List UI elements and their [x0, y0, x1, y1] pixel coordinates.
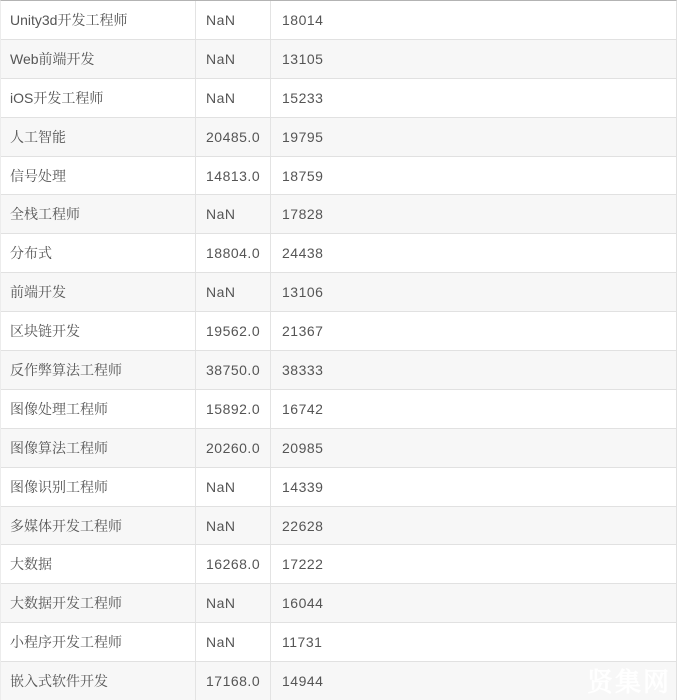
job-title-cell — [1, 390, 196, 428]
value1-cell — [196, 584, 271, 622]
job-title-cell — [1, 507, 196, 545]
value1-text: 15892.0 — [206, 400, 261, 417]
value2-text: 18759 — [282, 167, 324, 184]
job-title-text: iOS开发工程师 — [10, 89, 104, 106]
table-row — [1, 662, 676, 700]
value1-text: 18804.0 — [206, 245, 261, 262]
table-row — [1, 195, 676, 234]
value1-text: 38750.0 — [206, 361, 261, 378]
job-title-text: 大数据 — [10, 556, 52, 573]
job-title-text: 图像识别工程师 — [10, 478, 108, 495]
value2-text: 14944 — [282, 673, 324, 690]
value1-cell — [196, 429, 271, 467]
value1-cell — [196, 234, 271, 272]
value1-cell — [196, 40, 271, 78]
job-title-cell — [1, 157, 196, 195]
value2-text: 13106 — [282, 284, 324, 301]
table-row — [1, 390, 676, 429]
value1-cell — [196, 468, 271, 506]
value2-text: 15233 — [282, 89, 324, 106]
job-title-cell — [1, 1, 196, 39]
value2-cell — [271, 118, 676, 156]
value2-text: 22628 — [282, 517, 324, 534]
job-title-text: 多媒体开发工程师 — [10, 517, 122, 534]
value2-cell — [271, 195, 676, 233]
value2-cell — [271, 312, 676, 350]
value1-cell — [196, 157, 271, 195]
value1-text: NaN — [206, 595, 236, 612]
table-row — [1, 468, 676, 507]
job-title-text: 图像算法工程师 — [10, 439, 108, 456]
table-row — [1, 1, 676, 40]
value2-cell — [271, 429, 676, 467]
table-row — [1, 584, 676, 623]
value1-cell — [196, 545, 271, 583]
value2-cell — [271, 584, 676, 622]
value2-cell — [271, 234, 676, 272]
value2-text: 13105 — [282, 50, 324, 67]
value2-text: 16742 — [282, 400, 324, 417]
job-title-text: 信号处理 — [10, 167, 66, 184]
job-title-cell — [1, 40, 196, 78]
value2-text: 17828 — [282, 206, 324, 223]
value2-cell — [271, 1, 676, 39]
value1-text: NaN — [206, 284, 236, 301]
value2-cell — [271, 390, 676, 428]
job-title-text: 前端开发 — [10, 284, 66, 301]
job-title-cell — [1, 195, 196, 233]
value1-text: NaN — [206, 11, 236, 28]
table-row — [1, 157, 676, 196]
table-row — [1, 234, 676, 273]
job-title-text: 反作弊算法工程师 — [10, 361, 122, 378]
job-title-text: 嵌入式软件开发 — [10, 673, 108, 690]
job-title-cell — [1, 468, 196, 506]
table-row — [1, 351, 676, 390]
table-row — [1, 40, 676, 79]
value2-text: 17222 — [282, 556, 324, 573]
table-row — [1, 118, 676, 157]
value1-cell — [196, 507, 271, 545]
value1-text: 20260.0 — [206, 439, 261, 456]
job-title-cell — [1, 118, 196, 156]
value2-cell — [271, 507, 676, 545]
value2-cell — [271, 662, 676, 700]
value1-text: NaN — [206, 478, 236, 495]
table-body — [1, 1, 676, 700]
job-title-text: 分布式 — [10, 245, 52, 262]
value2-cell — [271, 40, 676, 78]
table-row — [1, 545, 676, 584]
value2-text: 38333 — [282, 361, 324, 378]
site-watermark: 贤集网 — [586, 667, 671, 697]
value1-text: NaN — [206, 517, 236, 534]
job-title-cell — [1, 79, 196, 117]
value2-text: 16044 — [282, 595, 324, 612]
job-title-cell — [1, 234, 196, 272]
value1-cell — [196, 351, 271, 389]
job-title-cell — [1, 623, 196, 661]
value2-cell — [271, 79, 676, 117]
job-title-cell — [1, 312, 196, 350]
job-title-cell — [1, 273, 196, 311]
table-row — [1, 79, 676, 118]
value1-text: NaN — [206, 50, 236, 67]
value1-cell — [196, 195, 271, 233]
job-title-text: 区块链开发 — [10, 323, 80, 340]
value2-text: 18014 — [282, 11, 324, 28]
value2-cell — [271, 468, 676, 506]
value1-text: 16268.0 — [206, 556, 261, 573]
value2-text: 24438 — [282, 245, 324, 262]
value2-cell — [271, 351, 676, 389]
value2-cell — [271, 273, 676, 311]
job-title-text: 小程序开发工程师 — [10, 634, 122, 651]
value1-cell — [196, 79, 271, 117]
value1-text: NaN — [206, 89, 236, 106]
value1-text: NaN — [206, 206, 236, 223]
value2-text: 14339 — [282, 478, 324, 495]
value2-text: 11731 — [282, 634, 323, 651]
job-title-text: 人工智能 — [10, 128, 66, 145]
value1-cell — [196, 662, 271, 700]
job-title-cell — [1, 545, 196, 583]
value1-cell — [196, 118, 271, 156]
value1-cell — [196, 623, 271, 661]
job-title-cell — [1, 351, 196, 389]
value2-text: 21367 — [282, 323, 324, 340]
table-row — [1, 273, 676, 312]
table-row — [1, 507, 676, 546]
value2-cell — [271, 157, 676, 195]
job-title-text: 图像处理工程师 — [10, 400, 108, 417]
value1-cell — [196, 312, 271, 350]
value1-text: 14813.0 — [206, 167, 261, 184]
value1-text: 20485.0 — [206, 128, 261, 145]
table-row — [1, 429, 676, 468]
job-title-cell — [1, 429, 196, 467]
job-title-cell — [1, 584, 196, 622]
value1-text: NaN — [206, 634, 236, 651]
job-title-text: 全栈工程师 — [10, 206, 80, 223]
table-row — [1, 312, 676, 351]
value1-text: 19562.0 — [206, 323, 261, 340]
value1-cell — [196, 273, 271, 311]
value2-text: 19795 — [282, 128, 324, 145]
value2-text: 20985 — [282, 439, 324, 456]
value1-cell — [196, 390, 271, 428]
job-title-text: Unity3d开发工程师 — [10, 11, 128, 28]
value2-cell — [271, 545, 676, 583]
job-title-cell — [1, 662, 196, 700]
value1-cell — [196, 1, 271, 39]
job-title-text: Web前端开发 — [10, 50, 95, 67]
job-title-text: 大数据开发工程师 — [10, 595, 122, 612]
value2-cell — [271, 623, 676, 661]
table-row — [1, 623, 676, 662]
value1-text: 17168.0 — [206, 673, 261, 690]
